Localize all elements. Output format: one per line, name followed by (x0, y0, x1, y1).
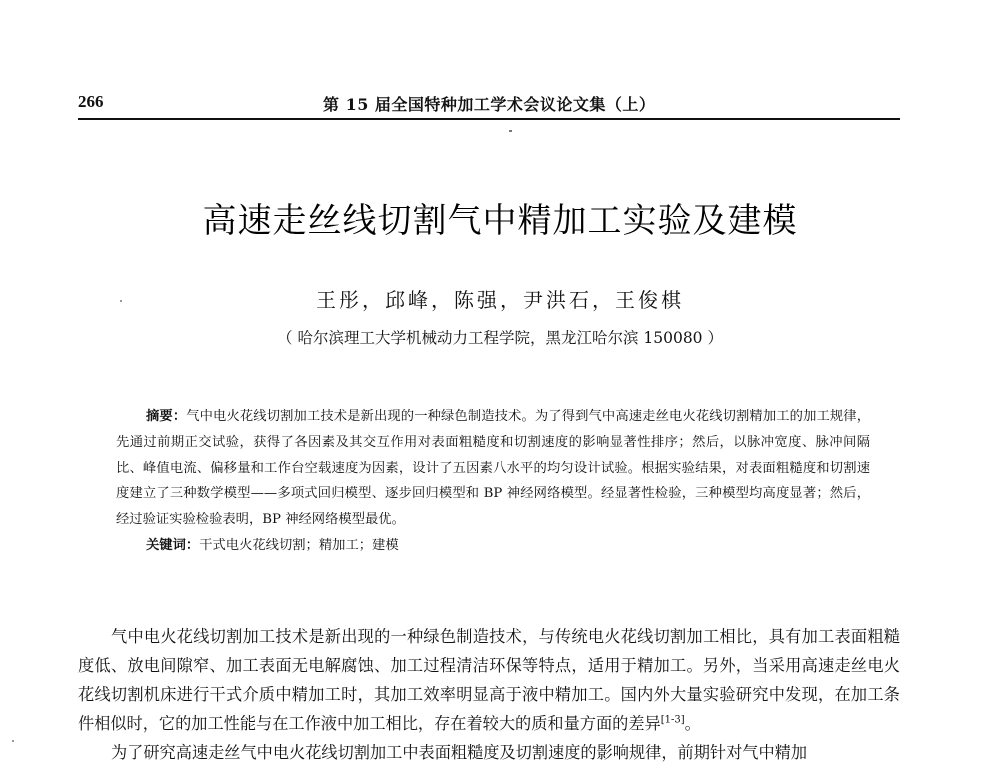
body-paragraph (78, 738, 900, 767)
abstract-label: 摘要： (146, 409, 187, 424)
body-paragraph-2: 为了研究高速走丝气中电火花线切割加工中表面粗糙度及切割速度的影响规律，前期针对气中精加 (111, 743, 808, 762)
body-paragraph-1-end: 。 (684, 714, 701, 733)
affiliation: （ 哈尔滨理工大学机械动力工程学院，黑龙江哈尔滨 150080 ） (277, 329, 723, 347)
running-title: 第 15 届全国特种加工学术会议论文集（上） (323, 95, 656, 114)
scan-speck (509, 130, 512, 132)
scan-speck (12, 740, 14, 742)
body-paragraph-1: 气中电火花线切割加工技术是新出现的一种绿色制造技术，与传统电火花线切割加工相比，具有加工表面粗糙度低、放电间隙窄、加工表面无电解腐蚀、加工过程清洁环保等特点，适用于精加工。另外，当采用高速走丝电火花线切割机床进行干式介质中精加工时，其加工效率明显高于液中精加工。国内外大量实验研究中发现，在加工条件相似时，它的加工性能与在工作液中加工相比，存在着较大的质和量方面的差异 (78, 627, 900, 733)
author-list: 王彤，邱峰，陈强，尹洪石，王俊棋 (316, 288, 684, 312)
page-number: 266 (78, 92, 104, 111)
abstract-text: 气中电火花线切割加工技术是新出现的一种绿色制造技术。为了得到气中高速走丝电火花线切割精加工的加工规律，先通过前期正交试验，获得了各因素及其交互作用对表面粗糙度和切割速度的影响显著性排序；然后，以脉冲宽度、脉冲间隔比、峰值电流、偏移量和工作台空载速度为因素，设计了五因素八水平的均匀设计试验。根据实验结果，对表面粗糙度和切割速度建立了三种数学模型——多项式回归模型、逐步回归模型和 BP 神经网络模型。经显著性检验，三种模型均高度显著；然后，经过验证实验检验表明，BP 神经网络模型最优。 (116, 409, 871, 528)
abstract-block (116, 404, 870, 559)
abstract-paragraph (116, 404, 870, 533)
running-header (78, 92, 900, 120)
keywords-label: 关键词： (146, 537, 200, 553)
citation-ref: [1-3] (660, 714, 685, 726)
keywords-line (116, 533, 870, 559)
scan-speck (120, 300, 122, 302)
body-paragraph (78, 622, 900, 738)
body-text (78, 622, 900, 767)
paper-title: 高速走丝线切割气中精加工实验及建模 (202, 201, 798, 241)
keywords-text: 干式电火花线切割；精加工；建模 (199, 537, 399, 553)
